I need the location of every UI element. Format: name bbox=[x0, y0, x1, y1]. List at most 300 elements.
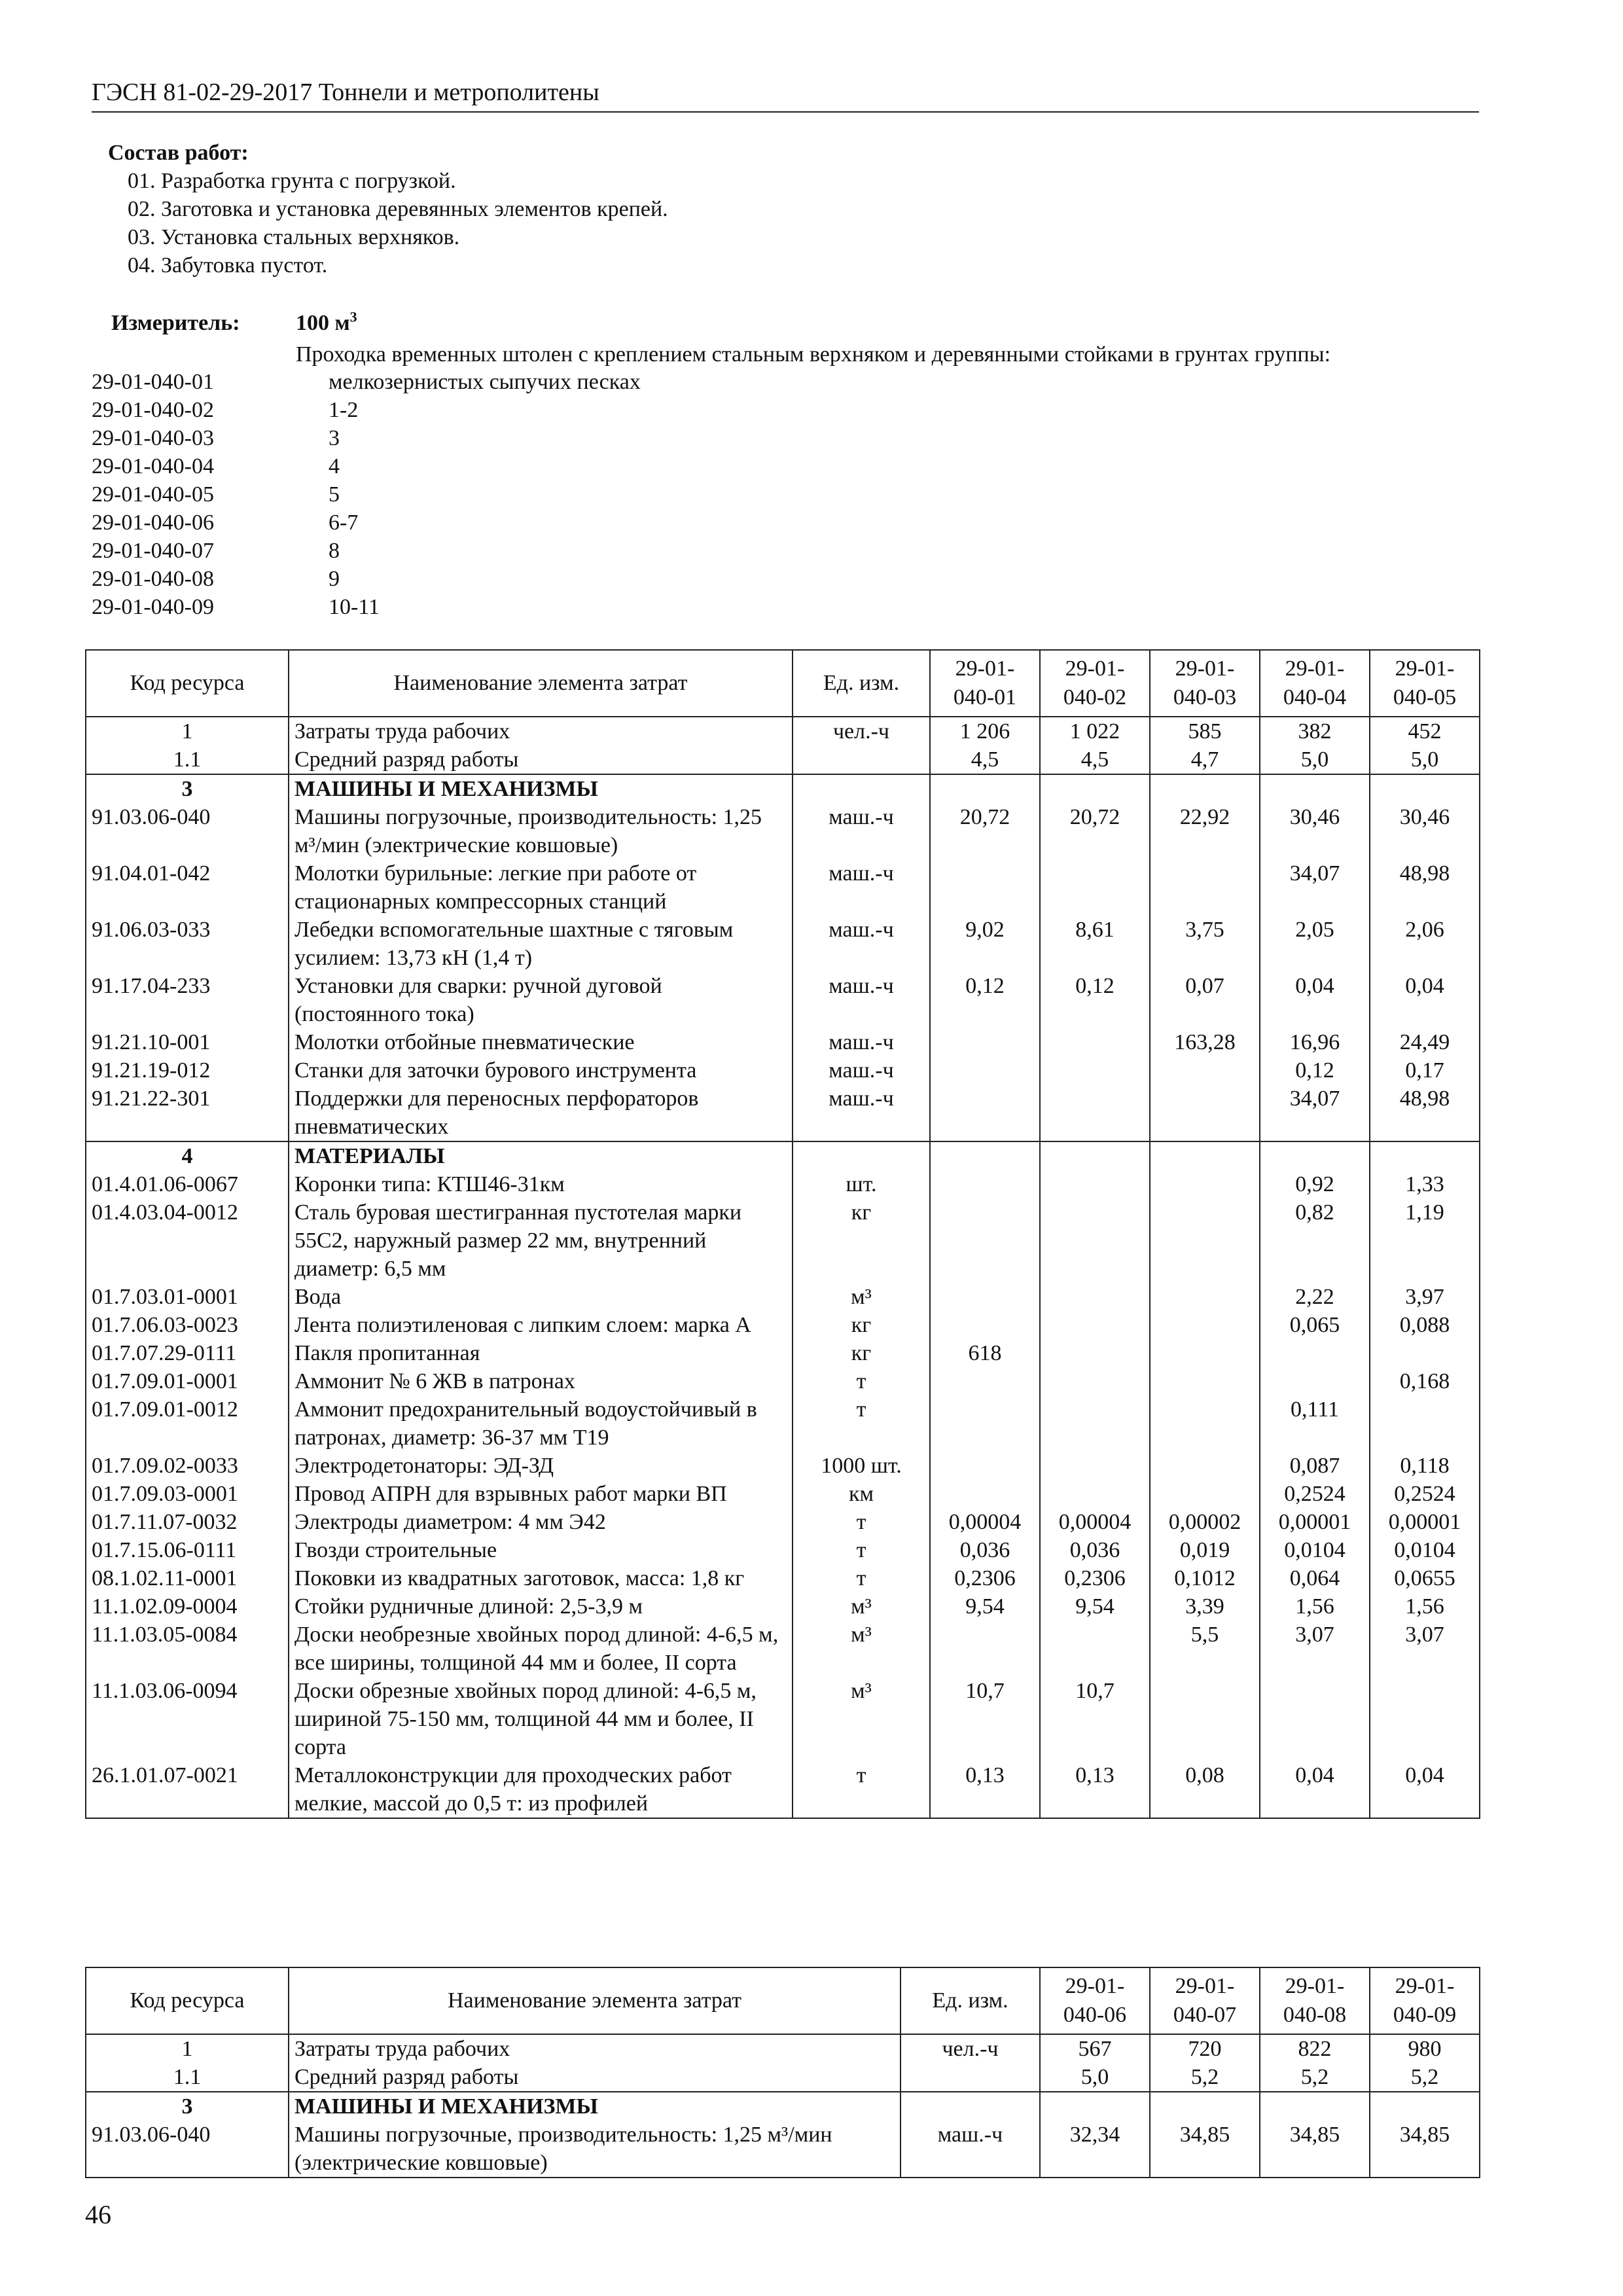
resource-value: 1,33 bbox=[1370, 1170, 1480, 1198]
norm-code-row bbox=[92, 593, 721, 621]
work-title: Состав работ: bbox=[108, 141, 249, 165]
resource-value bbox=[1040, 1621, 1150, 1677]
resource-value: 3,07 bbox=[1370, 1621, 1480, 1677]
resource-name: Коронки типа: КТШ46-31км bbox=[289, 1170, 793, 1198]
resource-name: Гвозди строительные bbox=[289, 1536, 793, 1564]
resource-value bbox=[1150, 1141, 1260, 1170]
resource-unit: маш.-ч bbox=[793, 803, 930, 859]
resource-value bbox=[1150, 1677, 1260, 1761]
resource-name: Молотки бурильные: легкие при работе от стационарных компрессорных станций bbox=[289, 859, 793, 916]
resource-code: 91.17.04-233 bbox=[86, 972, 289, 1028]
resource-value: 5,0 bbox=[1370, 745, 1480, 774]
work-composition bbox=[108, 139, 668, 279]
resource-value: 2,22 bbox=[1260, 1283, 1370, 1311]
resource-value bbox=[1150, 859, 1260, 916]
resource-value: 0,088 bbox=[1370, 1311, 1480, 1339]
header-name: Наименование элемента затрат bbox=[289, 1967, 901, 2034]
norm-group: 5 bbox=[329, 482, 340, 507]
resource-unit bbox=[793, 774, 930, 803]
norm-group: 3 bbox=[329, 426, 340, 450]
resource-value bbox=[930, 1028, 1040, 1056]
resource-value: 5,0 bbox=[1260, 745, 1370, 774]
resource-value: 0,087 bbox=[1260, 1452, 1370, 1480]
norm-code-row bbox=[92, 452, 721, 480]
resource-name: Электродетонаторы: ЭД-ЗД bbox=[289, 1452, 793, 1480]
resource-value: 452 bbox=[1370, 717, 1480, 745]
norm-code: 29-01-040-01 bbox=[92, 370, 214, 394]
resource-name: Провод АПРН для взрывных работ марки ВП bbox=[289, 1480, 793, 1508]
norm-code: 29-01-040-07 bbox=[92, 539, 214, 563]
resource-value: 4,5 bbox=[1040, 745, 1150, 774]
norm-code-list bbox=[92, 368, 721, 621]
norm-code: 29-01-040-08 bbox=[92, 567, 214, 591]
resource-code: 91.03.06-040 bbox=[86, 803, 289, 859]
resource-value: 0,036 bbox=[1040, 1536, 1150, 1564]
resource-value bbox=[1370, 1395, 1480, 1452]
resource-name: Лебедки вспомогательные шахтные с тяговым усилием: 13,73 кН (1,4 т) bbox=[289, 916, 793, 972]
resource-value bbox=[1260, 2092, 1370, 2121]
resource-value: 2,06 bbox=[1370, 916, 1480, 972]
resource-value: 0,0655 bbox=[1370, 1564, 1480, 1592]
table-row bbox=[86, 1452, 1480, 1480]
resource-value bbox=[930, 1621, 1040, 1677]
table-header-row bbox=[86, 650, 1480, 717]
resource-code: 91.21.22-301 bbox=[86, 1085, 289, 1141]
resource-name: Затраты труда рабочих bbox=[289, 717, 793, 745]
table-row bbox=[86, 1508, 1480, 1536]
resource-code: 3 bbox=[86, 774, 289, 803]
resource-name: Электроды диаметром: 4 мм Э42 bbox=[289, 1508, 793, 1536]
resource-value: 0,00002 bbox=[1150, 1508, 1260, 1536]
resource-name: Средний разряд работы bbox=[289, 2063, 901, 2092]
resource-value: 0,0104 bbox=[1260, 1536, 1370, 1564]
resource-value bbox=[1150, 1170, 1260, 1198]
resource-value: 0,064 bbox=[1260, 1564, 1370, 1592]
resource-value bbox=[1040, 1480, 1150, 1508]
table-row bbox=[86, 1592, 1480, 1621]
resource-value bbox=[1040, 1028, 1150, 1056]
resource-value bbox=[1040, 859, 1150, 916]
table-row bbox=[86, 1283, 1480, 1311]
resource-value: 3,75 bbox=[1150, 916, 1260, 972]
table-row bbox=[86, 1564, 1480, 1592]
resource-value: 0,12 bbox=[1040, 972, 1150, 1028]
table-row bbox=[86, 1311, 1480, 1339]
resource-value bbox=[1150, 1311, 1260, 1339]
header-norm-code: 29-01- 040-04 bbox=[1260, 650, 1370, 717]
resource-value bbox=[930, 859, 1040, 916]
resource-value bbox=[1260, 774, 1370, 803]
resource-value bbox=[1040, 774, 1150, 803]
norm-code-row bbox=[92, 424, 721, 452]
resource-value: 567 bbox=[1040, 2034, 1150, 2063]
resource-name: Аммонит предохранительный водоустойчивый в патронах, диаметр: 36-37 мм Т19 bbox=[289, 1395, 793, 1452]
resource-code: 01.7.15.06-0111 bbox=[86, 1536, 289, 1564]
resource-value: 0,2524 bbox=[1260, 1480, 1370, 1508]
resource-code: 91.04.01-042 bbox=[86, 859, 289, 916]
resource-name: Сталь буровая шестигранная пустотелая марки 55С2, наружный размер 22 мм, внутренний диаметр: 6,5 мм bbox=[289, 1198, 793, 1283]
resource-unit: маш.-ч bbox=[793, 1028, 930, 1056]
resource-name: Средний разряд работы bbox=[289, 745, 793, 774]
resource-name: Пакля пропитанная bbox=[289, 1339, 793, 1367]
norm-code-row bbox=[92, 480, 721, 509]
resource-value: 24,49 bbox=[1370, 1028, 1480, 1056]
norm-code: 29-01-040-06 bbox=[92, 511, 214, 535]
table-row bbox=[86, 2034, 1480, 2063]
table-row bbox=[86, 2121, 1480, 2178]
resource-value bbox=[930, 1311, 1040, 1339]
norm-code-row bbox=[92, 396, 721, 424]
table-row bbox=[86, 1056, 1480, 1085]
header-norm-code: 29-01- 040-03 bbox=[1150, 650, 1260, 717]
header-code: Код ресурса bbox=[86, 650, 289, 717]
resource-value bbox=[1150, 1452, 1260, 1480]
page-header: ГЭСН 81-02-29-2017 Тоннели и метрополитены bbox=[92, 76, 1479, 113]
norm-group: 6-7 bbox=[329, 511, 359, 535]
resource-value: 5,5 bbox=[1150, 1621, 1260, 1677]
resource-code: 01.7.09.03-0001 bbox=[86, 1480, 289, 1508]
header-norm-code: 29-01- 040-05 bbox=[1370, 650, 1480, 717]
resource-value: 0,065 bbox=[1260, 1311, 1370, 1339]
resource-code: 91.21.19-012 bbox=[86, 1056, 289, 1085]
resource-code: 11.1.02.09-0004 bbox=[86, 1592, 289, 1621]
resource-unit: маш.-ч bbox=[793, 916, 930, 972]
resource-value: 1,19 bbox=[1370, 1198, 1480, 1283]
resource-name: Поддержки для переносных перфораторов пневматических bbox=[289, 1085, 793, 1141]
resource-value: 585 bbox=[1150, 717, 1260, 745]
resource-value: 3,39 bbox=[1150, 1592, 1260, 1621]
measure-value: 100 $м^3$ bbox=[296, 308, 357, 335]
header-norm-code: 29-01- 040-01 bbox=[930, 650, 1040, 717]
resource-value: 0,12 bbox=[930, 972, 1040, 1028]
resource-code: 01.7.09.01-0001 bbox=[86, 1367, 289, 1395]
table-row bbox=[86, 1761, 1480, 1818]
resource-value bbox=[930, 774, 1040, 803]
resource-name: Затраты труда рабочих bbox=[289, 2034, 901, 2063]
resource-name: Доски обрезные хвойных пород длиной: 4-6,5 м, шириной 75-150 мм, толщиной 44 мм и более, II сорта bbox=[289, 1677, 793, 1761]
resource-value: 1 022 bbox=[1040, 717, 1150, 745]
resource-value: 34,07 bbox=[1260, 859, 1370, 916]
resource-value bbox=[930, 1198, 1040, 1283]
resource-value bbox=[1040, 1452, 1150, 1480]
norm-group: 9 bbox=[329, 567, 340, 591]
resource-table-2 bbox=[85, 1967, 1480, 2178]
resource-unit: кг bbox=[793, 1339, 930, 1367]
resource-code: 91.06.03-033 bbox=[86, 916, 289, 972]
resource-value bbox=[1150, 1056, 1260, 1085]
resource-value bbox=[930, 1170, 1040, 1198]
resource-code: 11.1.03.06-0094 bbox=[86, 1677, 289, 1761]
resource-value: 30,46 bbox=[1370, 803, 1480, 859]
resource-value: 10,7 bbox=[930, 1677, 1040, 1761]
resource-code: 91.21.10-001 bbox=[86, 1028, 289, 1056]
resource-value bbox=[1150, 2092, 1260, 2121]
header-unit: Ед. изм. bbox=[793, 650, 930, 717]
resource-code: 01.7.06.03-0023 bbox=[86, 1311, 289, 1339]
table-row bbox=[86, 1621, 1480, 1677]
resource-table-1 bbox=[85, 649, 1480, 1819]
resource-code: 91.03.06-040 bbox=[86, 2121, 289, 2178]
work-item: 01. Разработка грунта с погрузкой. bbox=[128, 169, 456, 193]
resource-value bbox=[930, 1056, 1040, 1085]
resource-value bbox=[1260, 1141, 1370, 1170]
table-row bbox=[86, 803, 1480, 859]
header-norm-code: 29-01- 040-08 bbox=[1260, 1967, 1370, 2034]
header-norm-code: 29-01- 040-06 bbox=[1040, 1967, 1150, 2034]
header-norm-code: 29-01- 040-07 bbox=[1150, 1967, 1260, 2034]
resource-name: Поковки из квадратных заготовок, масса: 1,8 кг bbox=[289, 1564, 793, 1592]
resource-value: 34,85 bbox=[1370, 2121, 1480, 2178]
table-row bbox=[86, 1339, 1480, 1367]
resource-value bbox=[1040, 1056, 1150, 1085]
norm-group: 4 bbox=[329, 454, 340, 478]
resource-value: 4,7 bbox=[1150, 745, 1260, 774]
table-row bbox=[86, 2063, 1480, 2092]
resource-code: 01.4.01.06-0067 bbox=[86, 1170, 289, 1198]
resource-name: МАТЕРИАЛЫ bbox=[289, 1141, 793, 1170]
resource-value: 30,46 bbox=[1260, 803, 1370, 859]
resource-unit: т bbox=[793, 1761, 930, 1818]
resource-value bbox=[1150, 1339, 1260, 1367]
resource-value bbox=[1260, 1367, 1370, 1395]
resource-value bbox=[1150, 1480, 1260, 1508]
resource-unit: маш.-ч bbox=[793, 972, 930, 1028]
resource-value: 32,34 bbox=[1040, 2121, 1150, 2178]
resource-code: 1 bbox=[86, 717, 289, 745]
norm-code-row bbox=[92, 565, 721, 593]
resource-value bbox=[1370, 2092, 1480, 2121]
resource-value: 10,7 bbox=[1040, 1677, 1150, 1761]
resource-unit: м³ bbox=[793, 1677, 930, 1761]
resource-unit: м³ bbox=[793, 1283, 930, 1311]
resource-value: 3,97 bbox=[1370, 1283, 1480, 1311]
resource-value: 48,98 bbox=[1370, 1085, 1480, 1141]
resource-name: Аммонит № 6 ЖВ в патронах bbox=[289, 1367, 793, 1395]
table-row bbox=[86, 1028, 1480, 1056]
table-row bbox=[86, 1170, 1480, 1198]
resource-value: 0,118 bbox=[1370, 1452, 1480, 1480]
resource-unit: т bbox=[793, 1564, 930, 1592]
resource-value: 0,168 bbox=[1370, 1367, 1480, 1395]
norm-group: 8 bbox=[329, 539, 340, 563]
resource-value: 0,111 bbox=[1260, 1395, 1370, 1452]
resource-name: Молотки отбойные пневматические bbox=[289, 1028, 793, 1056]
table-row bbox=[86, 972, 1480, 1028]
work-item: 02. Заготовка и установка деревянных элементов крепей. bbox=[128, 197, 668, 221]
norm-code: 29-01-040-05 bbox=[92, 482, 214, 507]
table-row bbox=[86, 717, 1480, 745]
norm-group: 10-11 bbox=[329, 595, 380, 619]
norm-code: 29-01-040-04 bbox=[92, 454, 214, 478]
resource-code: 01.7.03.01-0001 bbox=[86, 1283, 289, 1311]
resource-value bbox=[1370, 774, 1480, 803]
resource-value: 0,07 bbox=[1150, 972, 1260, 1028]
resource-value: 5,2 bbox=[1260, 2063, 1370, 2092]
resource-value bbox=[930, 1085, 1040, 1141]
resource-unit bbox=[901, 2092, 1040, 2121]
resource-value: 9,02 bbox=[930, 916, 1040, 972]
resource-unit: чел.-ч bbox=[901, 2034, 1040, 2063]
resource-code: 1.1 bbox=[86, 745, 289, 774]
resource-value: 0,00001 bbox=[1370, 1508, 1480, 1536]
measure-label: Измеритель: bbox=[111, 311, 240, 335]
resource-value: 3,07 bbox=[1260, 1621, 1370, 1677]
resource-value: 720 bbox=[1150, 2034, 1260, 2063]
resource-value bbox=[1150, 774, 1260, 803]
resource-value bbox=[1150, 1367, 1260, 1395]
resource-value: 4,5 bbox=[930, 745, 1040, 774]
norm-code: 29-01-040-02 bbox=[92, 398, 214, 422]
resource-value bbox=[930, 1395, 1040, 1452]
resource-value bbox=[1040, 1339, 1150, 1367]
resource-code: 01.7.07.29-0111 bbox=[86, 1339, 289, 1367]
resource-value: 0,12 bbox=[1260, 1056, 1370, 1085]
resource-value: 0,2524 bbox=[1370, 1480, 1480, 1508]
resource-unit: шт. bbox=[793, 1170, 930, 1198]
resource-value: 20,72 bbox=[930, 803, 1040, 859]
resource-unit: т bbox=[793, 1508, 930, 1536]
resource-value bbox=[1370, 1339, 1480, 1367]
resource-value: 5,0 bbox=[1040, 2063, 1150, 2092]
resource-value: 0,13 bbox=[1040, 1761, 1150, 1818]
resource-name: Доски необрезные хвойных пород длиной: 4-6,5 м, все ширины, толщиной 44 мм и более, II сорта bbox=[289, 1621, 793, 1677]
resource-value bbox=[1040, 1141, 1150, 1170]
table-header-row bbox=[86, 1967, 1480, 2034]
resource-value: 20,72 bbox=[1040, 803, 1150, 859]
resource-unit bbox=[793, 1141, 930, 1170]
resource-value: 0,019 bbox=[1150, 1536, 1260, 1564]
page-number: 46 bbox=[85, 2200, 111, 2229]
resource-code: 08.1.02.11-0001 bbox=[86, 1564, 289, 1592]
table-row bbox=[86, 1536, 1480, 1564]
resource-unit: м³ bbox=[793, 1592, 930, 1621]
norm-group: 1-2 bbox=[329, 398, 359, 422]
resource-unit: км bbox=[793, 1480, 930, 1508]
resource-name: МАШИНЫ И МЕХАНИЗМЫ bbox=[289, 774, 793, 803]
resource-value: 0,0104 bbox=[1370, 1536, 1480, 1564]
resource-value bbox=[1370, 1141, 1480, 1170]
resource-unit: кг bbox=[793, 1311, 930, 1339]
norm-code-row bbox=[92, 509, 721, 537]
resource-value: 0,08 bbox=[1150, 1761, 1260, 1818]
resource-code: 1.1 bbox=[86, 2063, 289, 2092]
resource-value: 34,85 bbox=[1150, 2121, 1260, 2178]
resource-name: Лента полиэтиленовая с липким слоем: марка А bbox=[289, 1311, 793, 1339]
resource-unit: т bbox=[793, 1536, 930, 1564]
table-row bbox=[86, 1480, 1480, 1508]
resource-unit: маш.-ч bbox=[793, 1085, 930, 1141]
resource-value: 0,17 bbox=[1370, 1056, 1480, 1085]
resource-code: 01.4.03.04-0012 bbox=[86, 1198, 289, 1283]
resource-unit: 1000 шт. bbox=[793, 1452, 930, 1480]
resource-name: МАШИНЫ И МЕХАНИЗМЫ bbox=[289, 2092, 901, 2121]
table-row bbox=[86, 745, 1480, 774]
resource-value: 980 bbox=[1370, 2034, 1480, 2063]
resource-code: 4 bbox=[86, 1141, 289, 1170]
resource-value: 9,54 bbox=[930, 1592, 1040, 1621]
table-row bbox=[86, 774, 1480, 803]
resource-unit: маш.-ч bbox=[793, 1056, 930, 1085]
resource-value: 0,00004 bbox=[930, 1508, 1040, 1536]
norm-description: Проходка временных штолен с креплением стальным верхняком и деревянными стойками в грунтах группы: bbox=[296, 342, 1331, 367]
norm-code: 29-01-040-03 bbox=[92, 426, 214, 450]
resource-value bbox=[1040, 1395, 1150, 1452]
resource-value: 0,00004 bbox=[1040, 1508, 1150, 1536]
table-row bbox=[86, 1395, 1480, 1452]
table-row bbox=[86, 1367, 1480, 1395]
table-row bbox=[86, 1198, 1480, 1283]
resource-value bbox=[930, 1480, 1040, 1508]
resource-value bbox=[1150, 1283, 1260, 1311]
resource-value: 822 bbox=[1260, 2034, 1370, 2063]
resource-name: Металлоконструкции для проходческих работ мелкие, массой до 0,5 т: из профилей bbox=[289, 1761, 793, 1818]
resource-name: Вода bbox=[289, 1283, 793, 1311]
resource-value: 0,2306 bbox=[930, 1564, 1040, 1592]
resource-unit: т bbox=[793, 1367, 930, 1395]
resource-value: 22,92 bbox=[1150, 803, 1260, 859]
resource-value: 1 206 bbox=[930, 717, 1040, 745]
table-row bbox=[86, 1141, 1480, 1170]
resource-code: 3 bbox=[86, 2092, 289, 2121]
header-name: Наименование элемента затрат bbox=[289, 650, 793, 717]
resource-name: Машины погрузочные, производительность: 1,25 м³/мин (электрические ковшовые) bbox=[289, 803, 793, 859]
norm-code-row bbox=[92, 368, 721, 396]
norm-code: 29-01-040-09 bbox=[92, 595, 214, 619]
resource-value bbox=[1040, 1198, 1150, 1283]
resource-value bbox=[1150, 1085, 1260, 1141]
header-norm-code: 29-01- 040-09 bbox=[1370, 1967, 1480, 2034]
resource-value: 0,04 bbox=[1260, 1761, 1370, 1818]
resource-value bbox=[930, 1452, 1040, 1480]
resource-value: 163,28 bbox=[1150, 1028, 1260, 1056]
resource-unit: т bbox=[793, 1395, 930, 1452]
resource-value: 0,04 bbox=[1370, 1761, 1480, 1818]
resource-value bbox=[1040, 2092, 1150, 2121]
resource-value: 34,85 bbox=[1260, 2121, 1370, 2178]
resource-value bbox=[930, 1367, 1040, 1395]
resource-value: 0,04 bbox=[1260, 972, 1370, 1028]
resource-value bbox=[1040, 1170, 1150, 1198]
resource-value: 0,1012 bbox=[1150, 1564, 1260, 1592]
resource-value: 1,56 bbox=[1370, 1592, 1480, 1621]
resource-value bbox=[1150, 1198, 1260, 1283]
resource-value: 8,61 bbox=[1040, 916, 1150, 972]
resource-unit: м³ bbox=[793, 1621, 930, 1677]
resource-value: 0,2306 bbox=[1040, 1564, 1150, 1592]
resource-value: 382 bbox=[1260, 717, 1370, 745]
resource-value bbox=[1260, 1677, 1370, 1761]
resource-value: 48,98 bbox=[1370, 859, 1480, 916]
resource-value: 1,56 bbox=[1260, 1592, 1370, 1621]
resource-value: 0,92 bbox=[1260, 1170, 1370, 1198]
resource-unit: кг bbox=[793, 1198, 930, 1283]
resource-value bbox=[1150, 1395, 1260, 1452]
resource-value: 16,96 bbox=[1260, 1028, 1370, 1056]
resource-value: 618 bbox=[930, 1339, 1040, 1367]
resource-unit bbox=[901, 2063, 1040, 2092]
resource-code: 1 bbox=[86, 2034, 289, 2063]
resource-value: 34,07 bbox=[1260, 1085, 1370, 1141]
table-row bbox=[86, 1677, 1480, 1761]
resource-name: Станки для заточки бурового инструмента bbox=[289, 1056, 793, 1085]
resource-name: Стойки рудничные длиной: 2,5-3,9 м bbox=[289, 1592, 793, 1621]
header-norm-code: 29-01- 040-02 bbox=[1040, 650, 1150, 717]
header-unit: Ед. изм. bbox=[901, 1967, 1040, 2034]
resource-unit bbox=[793, 745, 930, 774]
work-item: 03. Установка стальных верхняков. bbox=[128, 225, 460, 249]
resource-code: 01.7.11.07-0032 bbox=[86, 1508, 289, 1536]
resource-value bbox=[1260, 1339, 1370, 1367]
